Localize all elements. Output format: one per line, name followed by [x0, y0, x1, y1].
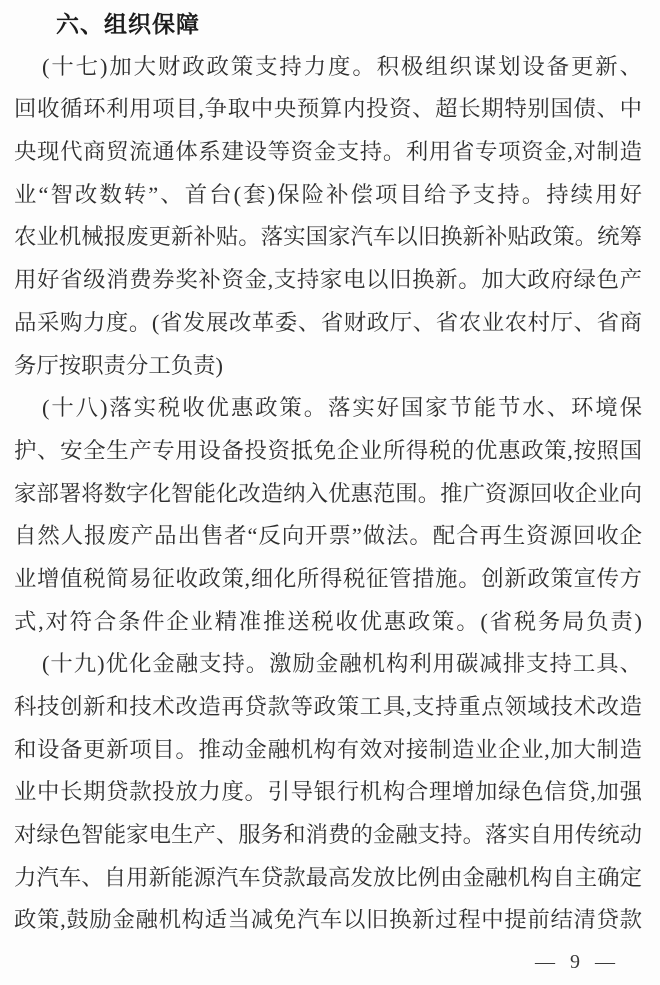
- text-line: 自然人报废产品出售者“反向开票”做法。配合再生资源回收企: [14, 523, 642, 549]
- text-line: 业中长期贷款投放力度。引导银行机构合理增加绿色信贷,加强: [14, 779, 642, 805]
- paragraph-item-19: [14, 643, 642, 942]
- text-line: 务厅按职责分工负责): [14, 352, 223, 378]
- paragraph-item-18: [14, 387, 642, 643]
- text-line: 家部署将数字化智能化改造纳入优惠范围。推广资源回收企业向: [14, 480, 642, 506]
- text-block: [14, 0, 642, 942]
- text-line: 护、安全生产专用设备投资抵免企业所得税的优惠政策,按照国: [14, 437, 642, 463]
- text-line: 政策,鼓励金融机构适当减免汽车以旧换新过程中提前结清贷款: [14, 907, 642, 933]
- text-line: (十九)优化金融支持。激励金融机构利用碳减排支持工具、: [42, 651, 642, 677]
- paragraph-item-17: [14, 46, 642, 388]
- page-number: — 9 —: [535, 951, 620, 974]
- text-line: 农业机械报废更新补贴。落实国家汽车以旧换新补贴政策。统筹: [14, 224, 642, 250]
- paragraph-container: [14, 46, 642, 942]
- text-line: 和设备更新项目。推动金融机构有效对接制造业企业,加大制造: [14, 736, 642, 762]
- text-line: (十八)落实税收优惠政策。落实好国家节能节水、环境保: [42, 395, 642, 421]
- text-line: 回收循环利用项目,争取中央预算内投资、超长期特别国债、中: [14, 96, 642, 122]
- text-line: 品采购力度。(省发展改革委、省财政厅、省农业农村厅、省商: [14, 309, 642, 335]
- text-line: (十七)加大财政政策支持力度。积极组织谋划设备更新、: [42, 53, 642, 79]
- text-line: 对绿色智能家电生产、服务和消费的金融支持。落实自用传统动: [14, 822, 642, 848]
- text-line: 科技创新和技术改造再贷款等政策工具,支持重点领域技术改造: [14, 694, 642, 719]
- text-line: 业增值税简易征收政策,细化所得税征管措施。创新政策宣传方: [14, 565, 642, 591]
- section-heading: 六、组织保障: [56, 11, 200, 37]
- text-line: 用好省级消费券奖补资金,支持家电以旧换新。加大政府绿色产: [14, 267, 642, 293]
- text-line: 央现代商贸流通体系建设等资金支持。利用省专项资金,对制造: [14, 139, 642, 165]
- text-line: 式,对符合条件企业精准推送税收优惠政策。(省税务局负责): [14, 608, 642, 634]
- text-line: 业“智改数转”、首台(套)保险补偿项目给予支持。持续用好: [14, 181, 642, 207]
- text-line: 力汽车、自用新能源汽车贷款最高发放比例由金融机构自主确定: [14, 864, 642, 890]
